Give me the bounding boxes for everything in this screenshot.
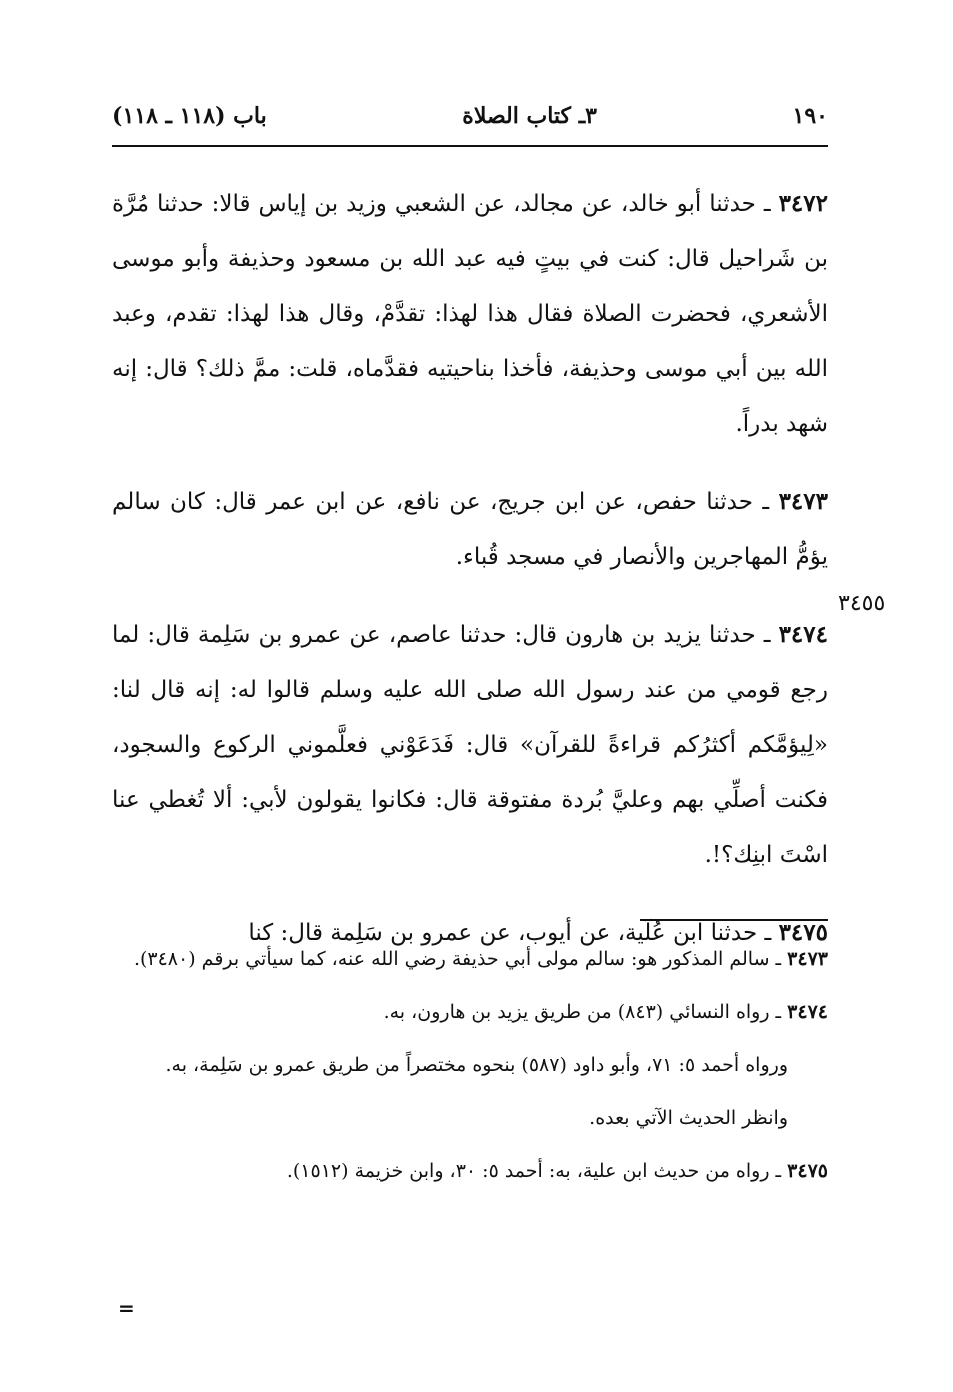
footnote-text: وانظر الحديث الآتي بعده. <box>589 1107 788 1129</box>
hadith-number: ٣٤٧٤ <box>778 621 828 648</box>
hadith-text <box>112 176 828 983</box>
hadith-paragraph <box>112 474 828 585</box>
footnotes <box>112 938 828 1203</box>
page-header <box>112 96 828 136</box>
continuation-mark: = <box>118 1296 135 1320</box>
hadith-number: ٣٤٧٣ <box>778 488 828 515</box>
footnote-text: ـ رواه من حديث ابن علية، به: أحمد ٥: ٣٠، وابن خزيمة (١٥١٢). <box>286 1160 788 1182</box>
hadith-number: ٣٤٧٢ <box>778 190 828 217</box>
hadith-body: ـ حدثنا يزيد بن هارون قال: حدثنا عاصم، عن عمرو بن سَلِمة قال: لما رجع قومي من عند رسول الله صلى الله عليه وسلم قالوا له: إنه قال لنا: «لِيؤمَّكم أكثرُكم قراءةً للقرآن» قال: فَدَعَوْني فعلَّموني الركوع والسجود، فكنت أصلِّي بهم وعليَّ بُردة مفتوقة قال: فكانوا يقولون لأبي: ألا تُغطي عنا اسْتَ ابنِك؟!. <box>112 622 828 868</box>
footnote-number: ٣٤٧٤ <box>787 1001 828 1023</box>
footnote-text: ورواه أحمد ٥: ٧١، وأبو داود (٥٨٧) بنحوه مختصراً من طريق عمرو بن سَلِمة، به. <box>165 1054 788 1076</box>
hadith-body: ـ حدثنا حفص، عن ابن جريج، عن نافع، عن ابن عمر قال: كان سالم يؤمُّ المهاجرين والأنصار في مسجد قُباء. <box>112 489 828 570</box>
footnote-number: ٣٤٧٣ <box>787 948 828 970</box>
footnote-text: ـ سالم المذكور هو: سالم مولى أبي حذيفة رضي الله عنه، كما سيأتي برقم (٣٤٨٠). <box>133 948 788 970</box>
footnote-number: ٣٤٧٥ <box>787 1160 828 1182</box>
footnote <box>112 991 828 1034</box>
hadith-paragraph <box>112 607 828 883</box>
footnote <box>112 1150 828 1193</box>
footnote <box>112 938 828 981</box>
footnote-continued <box>112 1097 828 1140</box>
hadith-body: ـ حدثنا ابن عُلَية، عن أيوب، عن عمرو بن سَلِمة قال: كنا <box>248 920 779 946</box>
page-number: ١٩٠ <box>792 103 828 129</box>
book-title: ٣ـ كتاب الصلاة <box>462 103 597 129</box>
hadith-number: ٣٤٧٥ <box>778 919 828 946</box>
footnote-text: ـ رواه النسائي (٨٤٣) من طريق يزيد بن هارون، به. <box>383 1001 788 1023</box>
hadith-paragraph <box>112 176 828 452</box>
header-rule <box>112 145 828 147</box>
footnote-continued <box>112 1044 828 1087</box>
chapter-heading: باب (١١٨ ـ ١١٨) <box>112 103 267 129</box>
hadith-body: ـ حدثنا أبو خالد، عن مجالد، عن الشعبي وزيد بن إياس قالا: حدثنا مُرَّة بن شَراحيل قال: كنت في بيتٍ فيه عبد الله بن مسعود وحذيفة وأبو موسى الأشعري، فحضرت الصلاة فقال هذا لهذا: تقدَّمْ، وقال هذا لهذا: تقدم، وعبد الله بين أبي موسى وحذيفة، فأخذا بناحيتيه فقدَّماه، قلت: ممَّ ذلك؟ قال: إنه شهد بدراً. <box>112 191 828 437</box>
footnote-separator <box>640 919 828 921</box>
margin-reference-number: ٣٤٥٥ <box>838 591 886 616</box>
